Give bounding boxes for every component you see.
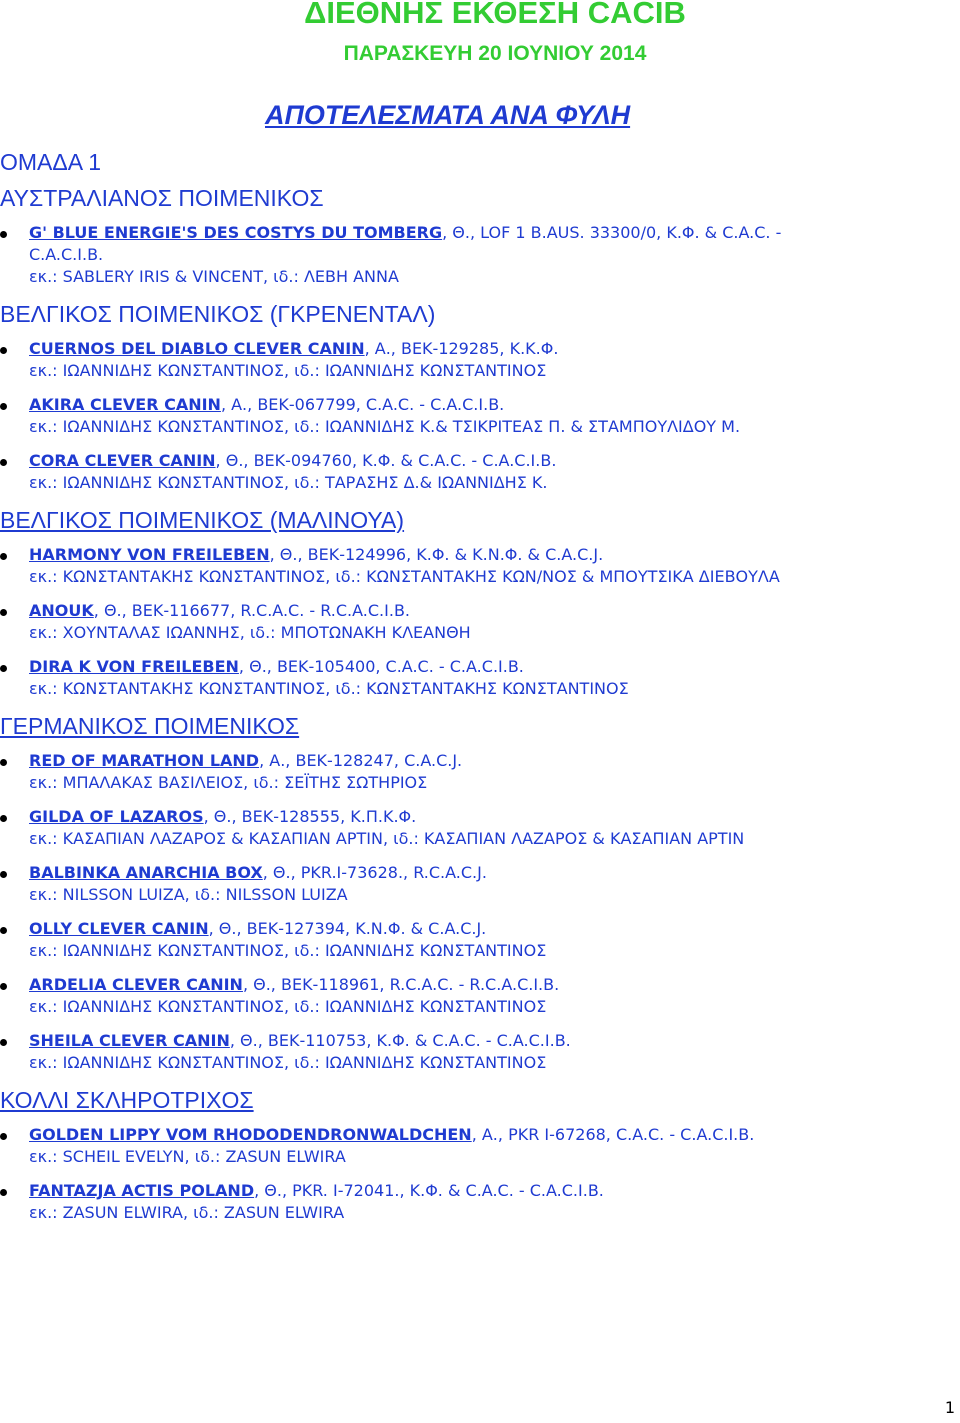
results-list — [0, 184, 960, 1236]
page-number: 1 — [944, 1398, 955, 1417]
dog-name: HARMONY VON FREILEBEN — [29, 545, 270, 564]
dog-name: CORA CLEVER CANIN — [29, 451, 216, 470]
dog-details: , Θ., ΒΕΚ-127394, Κ.Ν.Φ. & C.A.C.J. — [208, 919, 487, 938]
document-title: ΔΙΕΘΝΗΣ ΕΚΘΕΣΗ CACIB — [304, 0, 686, 30]
dog-details: , Α., ΒΕΚ-067799, C.A.C. - C.A.C.I.B. — [220, 395, 505, 414]
breed-heading: ΑΥΣΤΡΑΛΙΑΝΟΣ ΠΟΙΜΕΝΙΚΟΣ — [0, 185, 324, 211]
list-item — [0, 222, 960, 288]
breeder-owner: εκ.: ΙΩΑΝΝΙΔΗΣ ΚΩΝΣΤΑΝΤΙΝΟΣ, ιδ.: ΙΩΑΝΝΙΔΗΣ ΚΩΝΣΤΑΝΤΙΝΟΣ — [29, 361, 547, 380]
breeder-owner: εκ.: ZASUN ELWIRA, ιδ.: ZASUN ELWIRA — [29, 1203, 345, 1222]
dog-details: , Θ., ΒΕΚ-128555, Κ.Π.Κ.Φ. — [203, 807, 417, 826]
bullet-icon — [0, 231, 7, 238]
list-item — [0, 806, 960, 850]
dog-details: , Θ., ΒΕΚ-094760, Κ.Φ. & C.A.C. - C.A.C.I.B. — [215, 451, 557, 470]
list-item — [0, 600, 960, 644]
dog-details-continued: C.A.C.I.B. — [29, 245, 104, 264]
breeder-owner: εκ.: ΙΩΑΝΝΙΔΗΣ ΚΩΝΣΤΑΝΤΙΝΟΣ, ιδ.: ΙΩΑΝΝΙΔΗΣ ΚΩΝΣΤΑΝΤΙΝΟΣ — [29, 997, 547, 1016]
bullet-icon — [0, 1189, 7, 1196]
breeder-owner: εκ.: ΙΩΑΝΝΙΔΗΣ ΚΩΝΣΤΑΝΤΙΝΟΣ, ιδ.: ΤΑΡΑΣΗΣ Δ.& ΙΩΑΝΝΙΔΗΣ Κ. — [29, 473, 548, 492]
dog-name: GOLDEN LIPPY VOM RHODODENDRONWALDCHEN — [29, 1125, 472, 1144]
dog-name: BALBINKA ANARCHIA BOX — [29, 863, 263, 882]
breeder-owner: εκ.: ΜΠΑΛΑΚΑΣ ΒΑΣΙΛΕΙΟΣ, ιδ.: ΣΕΪΤΗΣ ΣΩΤΗΡΙΟΣ — [29, 773, 428, 792]
breeder-owner: εκ.: SCHEIL EVELYN, ιδ.: ZASUN ELWIRA — [29, 1147, 346, 1166]
breeder-owner: εκ.: ΙΩΑΝΝΙΔΗΣ ΚΩΝΣΤΑΝΤΙΝΟΣ, ιδ.: ΙΩΑΝΝΙΔΗΣ ΚΩΝΣΤΑΝΤΙΝΟΣ — [29, 1053, 547, 1072]
bullet-icon — [0, 983, 7, 990]
list-item — [0, 450, 960, 494]
dog-name: GILDA OF LAZAROS — [29, 807, 204, 826]
event-date: ΠΑΡΑΣΚΕΥΗ 20 ΙΟΥΝΙΟΥ 2014 — [343, 42, 647, 65]
dog-details: , Θ., ΒΕΚ-105400, C.A.C. - C.A.C.I.B. — [238, 657, 524, 676]
bullet-icon — [0, 403, 7, 410]
dog-name: ANOUK — [29, 601, 94, 620]
breed-heading: ΓΕΡΜΑΝΙΚΟΣ ΠΟΙΜΕΝΙΚΟΣ — [0, 713, 300, 739]
bullet-icon — [0, 927, 7, 934]
dog-name: OLLY CLEVER CANIN — [29, 919, 209, 938]
list-item — [0, 974, 960, 1018]
results-heading: ΑΠΟΤΕΛΕΣΜΑΤΑ ΑΝΑ ΦΥΛΗ — [265, 100, 631, 130]
dog-details: , Α., ΒΕΚ-129285, Κ.Κ.Φ. — [364, 339, 559, 358]
breed-heading: ΚΟΛΛΙ ΣΚΛΗΡΟΤΡΙΧΟΣ — [0, 1087, 254, 1113]
dog-details: , Θ., ΒΕΚ-124996, Κ.Φ. & Κ.Ν.Φ. & C.A.C.J. — [269, 545, 604, 564]
bullet-icon — [0, 1039, 7, 1046]
bullet-icon — [0, 347, 7, 354]
bullet-icon — [0, 759, 7, 766]
bullet-icon — [0, 1133, 7, 1140]
list-item — [0, 1124, 960, 1168]
dog-name: RED OF MARATHON LAND — [29, 751, 260, 770]
dog-details: , Θ., LOF 1 B.AUS. 33300/0, Κ.Φ. & C.A.C. - — [442, 223, 782, 242]
dog-details: , Θ., ΒΕΚ-110753, Κ.Φ. & C.A.C. - C.A.C.I.B. — [229, 1031, 571, 1050]
dog-details: , Α., ΒΕΚ-128247, C.A.C.J. — [259, 751, 463, 770]
breeder-owner: εκ.: ΚΑΣΑΠΙΑΝ ΛΑΖΑΡΟΣ & ΚΑΣΑΠΙΑΝ ΑΡΤΙΝ, ιδ.: ΚΑΣΑΠΙΑΝ ΛΑΖΑΡΟΣ & ΚΑΣΑΠΙΑΝ ΑΡΤΙΝ — [29, 829, 745, 848]
breeder-owner: εκ.: NILSSON LUIZA, ιδ.: NILSSON LUIZA — [29, 885, 348, 904]
list-item — [0, 862, 960, 906]
breed-heading: ΒΕΛΓΙΚΟΣ ΠΟΙΜΕΝΙΚΟΣ (ΜΑΛΙΝΟΥΑ) — [0, 507, 405, 533]
group-heading: ΟΜΑΔΑ 1 — [0, 149, 102, 175]
breeder-owner: εκ.: ΚΩΝΣΤΑΝΤΑΚΗΣ ΚΩΝΣΤΑΝΤΙΝΟΣ, ιδ.: ΚΩΝΣΤΑΝΤΑΚΗΣ ΚΩΝ/ΝΟΣ & ΜΠΟΥΤΣΙΚΑ ΔΙΕΒΟΥΛΑ — [29, 567, 780, 586]
breeder-owner: εκ.: ΧΟΥΝΤΑΛΑΣ ΙΩΑΝΝΗΣ, ιδ.: ΜΠΟΤΩΝΑΚΗ ΚΛΕΑΝΘΗ — [29, 623, 471, 642]
bullet-icon — [0, 553, 7, 560]
list-item — [0, 1030, 960, 1074]
bullet-icon — [0, 871, 7, 878]
breeder-owner: εκ.: ΙΩΑΝΝΙΔΗΣ ΚΩΝΣΤΑΝΤΙΝΟΣ, ιδ.: ΙΩΑΝΝΙΔΗΣ ΚΩΝΣΤΑΝΤΙΝΟΣ — [29, 941, 547, 960]
dog-details: , Θ., PKR. I-72041., Κ.Φ. & C.A.C. - C.A.C.I.B. — [254, 1181, 604, 1200]
list-item — [0, 656, 960, 700]
breeder-owner: εκ.: SABLERY IRIS & VINCENT, ιδ.: ΛΕΒΗ ΑΝΝΑ — [29, 267, 399, 286]
dog-name: G' BLUE ENERGIE'S DES COSTYS DU TOMBERG — [29, 223, 443, 242]
breeder-owner: εκ.: ΙΩΑΝΝΙΔΗΣ ΚΩΝΣΤΑΝΤΙΝΟΣ, ιδ.: ΙΩΑΝΝΙΔΗΣ Κ.& ΤΣΙΚΡΙΤΕΑΣ Π. & ΣΤΑΜΠΟΥΛΙΔΟΥ Μ. — [29, 417, 741, 436]
dog-name: ARDELIA CLEVER CANIN — [29, 975, 243, 994]
dog-name: AKIRA CLEVER CANIN — [29, 395, 221, 414]
list-item — [0, 1180, 960, 1224]
dog-details: , Θ., ΒΕΚ-116677, R.C.A.C. - R.C.A.C.I.B. — [93, 601, 410, 620]
bullet-icon — [0, 815, 7, 822]
list-item — [0, 918, 960, 962]
breeder-owner: εκ.: ΚΩΝΣΤΑΝΤΑΚΗΣ ΚΩΝΣΤΑΝΤΙΝΟΣ, ιδ.: ΚΩΝΣΤΑΝΤΑΚΗΣ ΚΩΝΣΤΑΝΤΙΝΟΣ — [29, 679, 629, 698]
dog-name: FANTAZJA ACTIS POLAND — [29, 1181, 255, 1200]
list-item — [0, 338, 960, 382]
dog-details: , Θ., PKR.I-73628., R.C.A.C.J. — [262, 863, 487, 882]
dog-details: , Θ., ΒΕΚ-118961, R.C.A.C. - R.C.A.C.I.B. — [242, 975, 560, 994]
list-item — [0, 544, 960, 588]
list-item — [0, 394, 960, 438]
breed-heading: ΒΕΛΓΙΚΟΣ ΠΟΙΜΕΝΙΚΟΣ (ΓΚΡΕΝΕΝΤΑΛ) — [0, 301, 436, 327]
bullet-icon — [0, 665, 7, 672]
dog-name: SHEILA CLEVER CANIN — [29, 1031, 230, 1050]
list-item — [0, 750, 960, 794]
dog-name: DIRA K VON FREILEBEN — [29, 657, 239, 676]
dog-name: CUERNOS DEL DIABLO CLEVER CANIN — [29, 339, 365, 358]
bullet-icon — [0, 609, 7, 616]
bullet-icon — [0, 459, 7, 466]
dog-details: , Α., PKR I-67268, C.A.C. - C.A.C.I.B. — [471, 1125, 755, 1144]
